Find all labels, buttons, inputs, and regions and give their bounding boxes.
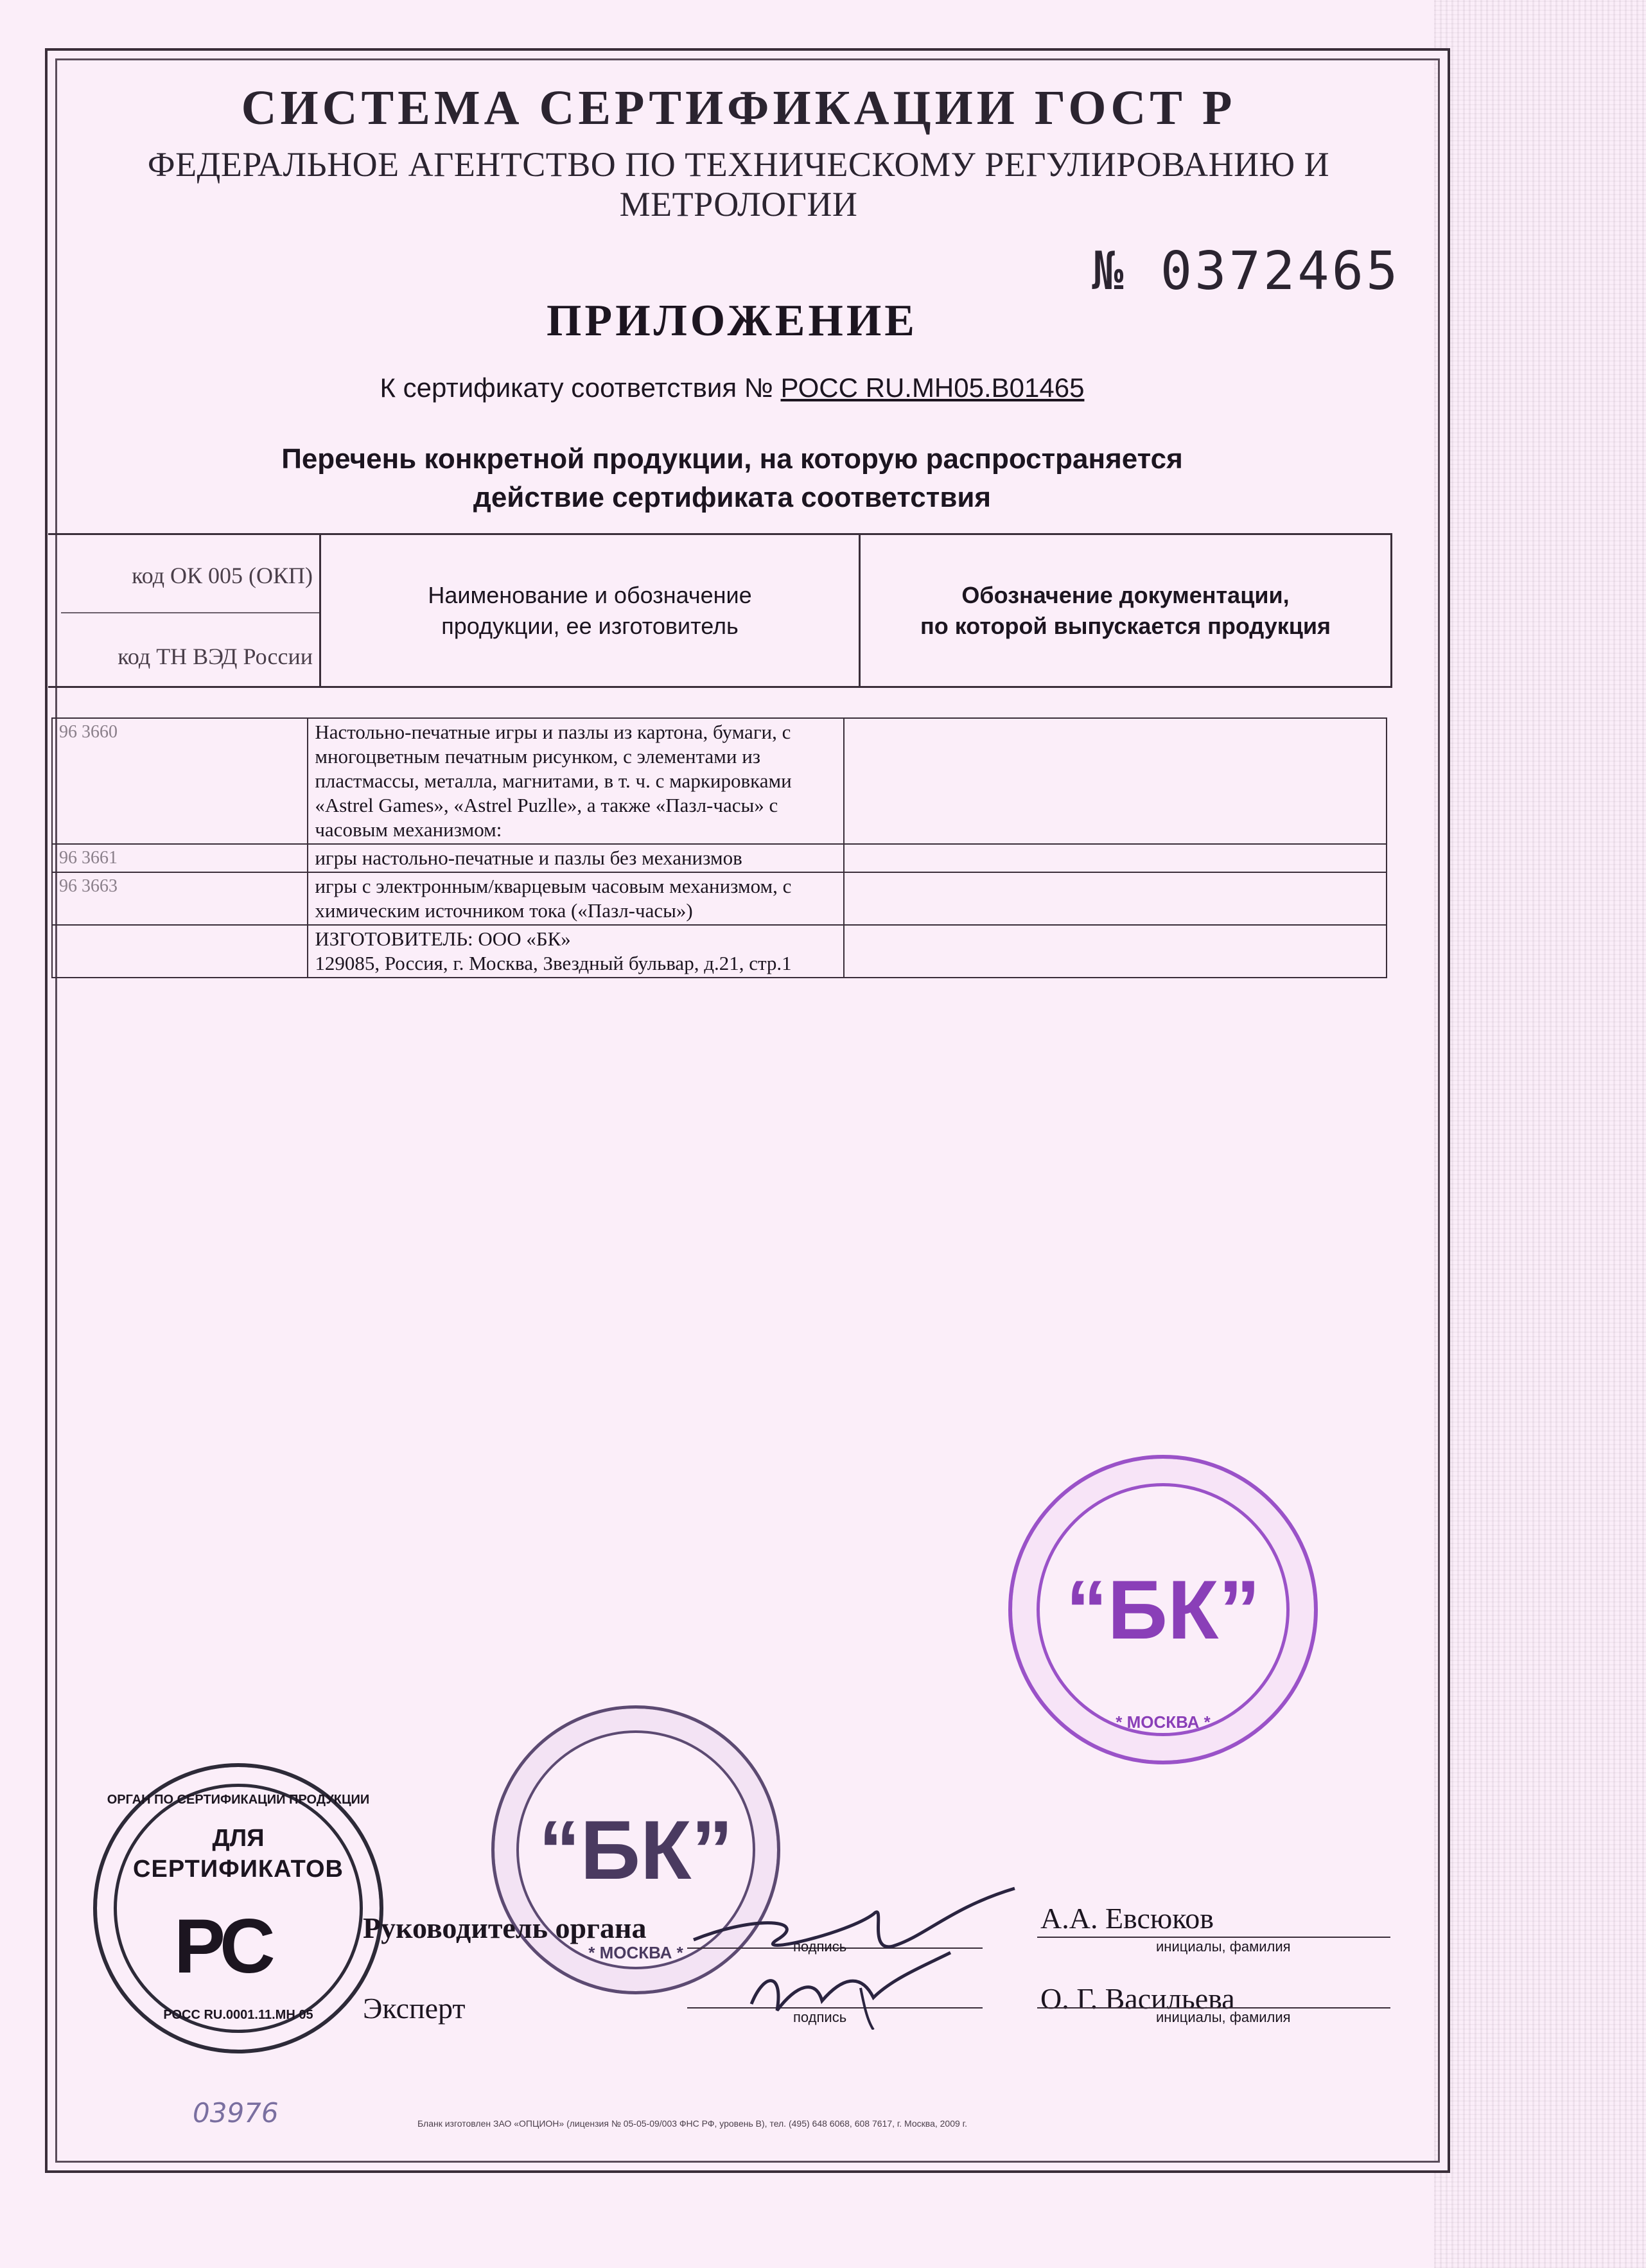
agency-title: ФЕДЕРАЛЬНОЕ АГЕНТСТВО ПО ТЕХНИЧЕСКОМУ РЕГУЛИРОВАНИЮ И МЕТРОЛОГИИ [147,145,1330,224]
bk-stamp-label: “БК” [1065,1563,1261,1657]
name-line-head [1037,1937,1390,1938]
caption-initials-head: инициалы, фамилия [1156,1938,1291,1955]
product-list-title [0,440,1464,517]
row-name: игры с электронным/кварцевым часовым механизмом, с химическим источником тока («Пазл-часы») [308,872,844,925]
code-okp-label: код ОК 005 (ОКП) [132,563,313,588]
name-header-cell [321,535,861,686]
head-name: А.А. Евсюков [1040,1902,1214,1935]
caption-sign-head: подпись [793,1938,847,1955]
cert-stamp-ring-top: ОРГАН ПО СЕРТИФИКАЦИИ ПРОДУКЦИИ [107,1793,370,1807]
bk-stamp-city: * МОСКВА * [1116,1712,1211,1732]
cert-number: РОСС RU.МН05.В01465 [780,373,1085,403]
row-code: 96 3660 [52,718,308,844]
table-header [48,533,1392,688]
handwritten-number: 03976 [193,2097,279,2129]
form-number: № 0372465 [1092,241,1401,302]
row-code: 96 3661 [52,844,308,872]
table-row [52,844,1387,872]
role-head: Руководитель органа [363,1912,647,1944]
cert-prefix: К сертификату соответствия № [380,373,773,403]
row-name: игры настольно-печатные и пазлы без механизмов [308,844,844,872]
role-expert: Эксперт [363,1992,466,2025]
cert-stamp-ring-bottom: РОСС RU.0001.11.МН 05 [163,2008,313,2022]
expert-name: О. Г. Васильева [1040,1982,1235,2015]
manufacturer-cell [308,925,844,978]
manufacturer-name: ИЗГОТОВИТЕЛЬ: ООО «БК» [315,927,571,950]
name-header-line2: продукции, ее изготовитель [441,612,739,639]
rst-mark-icon: РС [174,1903,272,1989]
cert-stamp-for: ДЛЯ [212,1825,265,1852]
caption-sign-expert: подпись [793,2009,847,2025]
name-line-expert [1037,2007,1390,2009]
row-doc [844,844,1387,872]
row-code: 96 3663 [52,872,308,925]
list-title-line1: Перечень конкретной продукции, на которую распространяется [281,443,1183,475]
cert-stamp-word: СЕРТИФИКАТОВ [133,1856,344,1883]
row-doc [844,925,1387,978]
certificate-reference [0,373,1464,403]
system-title: СИСТЕМА СЕРТИФИКАЦИИ ГОСТ Р [241,81,1236,135]
scan-noise [1434,0,1646,2268]
certification-body-stamp [93,1763,383,2053]
row-name: Настольно-печатные игры и пазлы из картона, бумаги, с многоцветным печатным рисунком, с элементами из пластмассы, металла, магнитами, в т. ч. с маркировками «Astrel Games», «Astrel Puzlle», а также «Пазл-часы» с часовым механизмом: [308,718,844,844]
doc-header-line1: Обозначение документации, [961,581,1290,608]
signature-head-icon [681,1876,1040,2030]
product-table [51,717,1387,978]
table-row [52,718,1387,844]
row-doc [844,718,1387,844]
code-header-divider [61,612,319,613]
appendix-title: ПРИЛОЖЕНИЕ [546,296,918,346]
form-footer: Бланк изготовлен ЗАО «ОПЦИОН» (лицензия № 05-05-09/003 ФНС РФ, уровень В), тел. (495) 648 6068, 608 7617, г. Москва, 2009 г. [417,2118,967,2129]
code-tnved-label: код ТН ВЭД России [118,644,313,669]
manufacturer-address: 129085, Россия, г. Москва, Звездный бульвар, д.21, стр.1 [315,952,792,974]
doc-header-line2: по которой выпускается продукция [920,612,1331,639]
doc-header-cell [861,535,1390,686]
bk-stamp-violet [1008,1455,1318,1764]
name-header-line1: Наименование и обозначение [428,581,752,608]
table-row [52,925,1387,978]
code-header-cell [48,535,321,686]
row-doc [844,872,1387,925]
bk-stamp-label: “БК” [538,1803,733,1897]
caption-initials-expert: инициалы, фамилия [1156,2009,1291,2025]
table-row [52,872,1387,925]
list-title-line2: действие сертификата соответствия [473,482,992,513]
row-code [52,925,308,978]
bk-stamp-city: * МОСКВА * [588,1943,683,1962]
